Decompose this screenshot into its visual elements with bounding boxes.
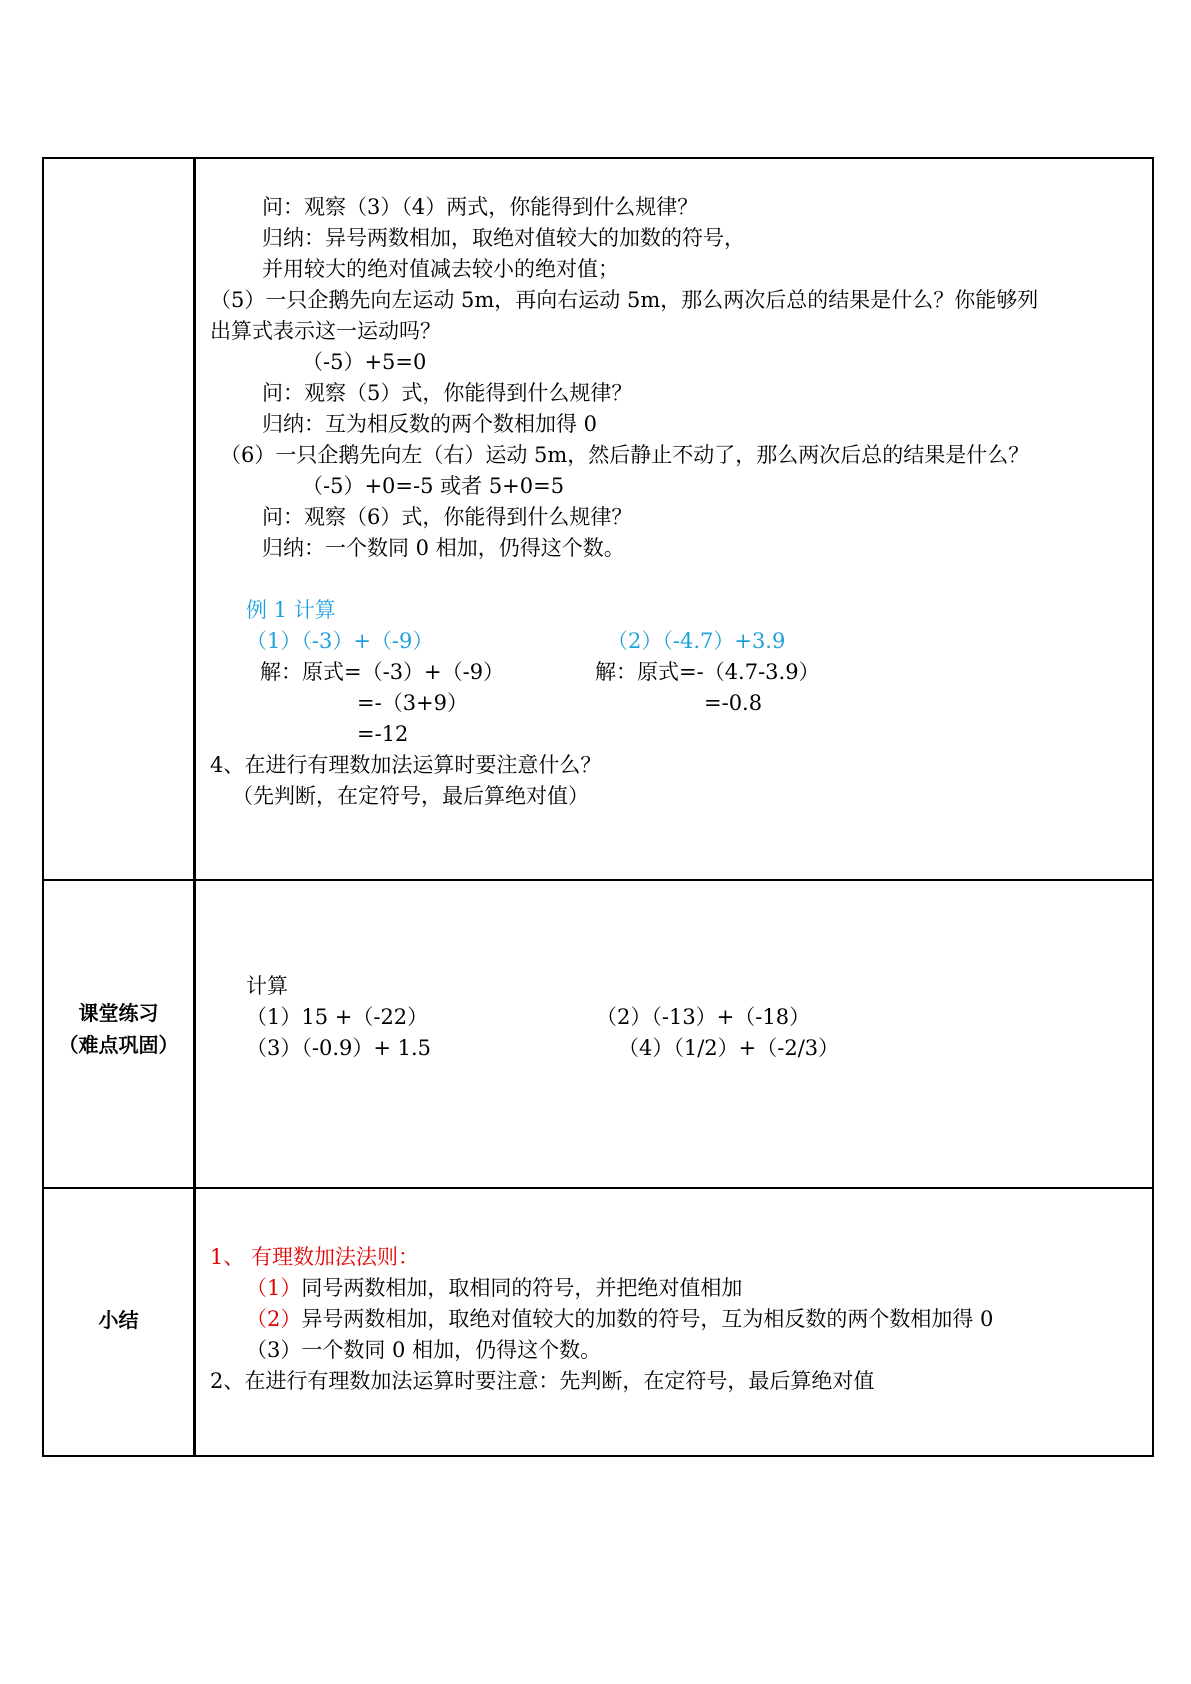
exercise-title: 计算 — [246, 974, 288, 998]
text-line: 归纳：互为相反数的两个数相加得 0 — [262, 412, 598, 436]
text-line: 问：观察（6）式，你能得到什么规律？ — [262, 505, 633, 529]
summary-item-text: 异号两数相加，取绝对值较大的加数的符号，互为相反数的两个数相加得 0 — [301, 1307, 994, 1331]
row-divider-1 — [44, 879, 1152, 881]
row-label-line: 课堂练习 — [78, 1001, 159, 1025]
summary-item-1 — [246, 1273, 742, 1303]
summary-item-3: （3）一个数同 0 相加，仍得这个数。 — [246, 1338, 602, 1362]
example-question-2: （2）（-4.7）+3.9 — [607, 629, 786, 653]
text-line: 归纳：异号两数相加，取绝对值较大的加数的符号， — [262, 226, 745, 250]
row2-label — [44, 997, 193, 1061]
summary-item-number: （2） — [246, 1307, 302, 1331]
summary-item-2 — [246, 1304, 993, 1334]
text-line: 问：观察（3）（4）两式，你能得到什么规律？ — [262, 195, 699, 219]
row3-label: 小结 — [98, 1308, 139, 1332]
equation-line: （-5）+0=-5 或者 5+0=5 — [302, 474, 565, 498]
example-question-1: （1）（-3）+（-9） — [246, 629, 434, 653]
example-step: =-（3+9） — [357, 691, 469, 715]
example-step: =-12 — [357, 722, 409, 746]
summary-heading-2: 2、在进行有理数加法运算时要注意：先判断，在定符号，最后算绝对值 — [210, 1369, 875, 1393]
text-line: 出算式表示这一运动吗？ — [210, 319, 441, 343]
text-line: （6）一只企鹅先向左（右）运动 5m，然后静止不动了，那么两次后总的结果是什么？ — [220, 443, 1030, 467]
summary-item-number: （1） — [246, 1276, 302, 1300]
row-divider-2 — [44, 1187, 1152, 1189]
exercise-item-2: （2）（-13）+（-18） — [596, 1005, 811, 1029]
equation-line: （-5）+5=0 — [302, 350, 427, 374]
example-solution-1: 解：原式=（-3）+（-9） — [260, 660, 505, 684]
exercise-item-3: （3）（-0.9）+ 1.5 — [246, 1036, 432, 1060]
text-line: 问：观察（5）式，你能得到什么规律？ — [262, 381, 633, 405]
row-label-line: （难点巩固） — [58, 1033, 179, 1057]
example-step: =-0.8 — [704, 691, 763, 715]
example-solution-2: 解：原式=-（4.7-3.9） — [595, 660, 820, 684]
question-4-answer: （先判断，在定符号，最后算绝对值） — [232, 784, 589, 808]
example-title: 例 1 计算 — [246, 598, 336, 622]
exercise-item-1: （1）15 +（-22） — [246, 1005, 429, 1029]
text-line: （5）一只企鹅先向左运动 5m，再向右运动 5m，那么两次后总的结果是什么？你能够列 — [210, 288, 1039, 312]
column-divider — [193, 159, 196, 1455]
question-4: 4、在进行有理数加法运算时要注意什么？ — [210, 753, 602, 777]
lesson-table — [42, 157, 1154, 1457]
exercise-item-4: （4）（1/2）+（-2/3） — [618, 1036, 840, 1060]
summary-heading-1: 1、 有理数加法法则： — [210, 1245, 420, 1269]
summary-item-text: 同号两数相加，取相同的符号，并把绝对值相加 — [301, 1276, 743, 1300]
text-line: 并用较大的绝对值减去较小的绝对值； — [262, 257, 619, 281]
text-line: 归纳：一个数同 0 相加，仍得这个数。 — [262, 536, 625, 560]
